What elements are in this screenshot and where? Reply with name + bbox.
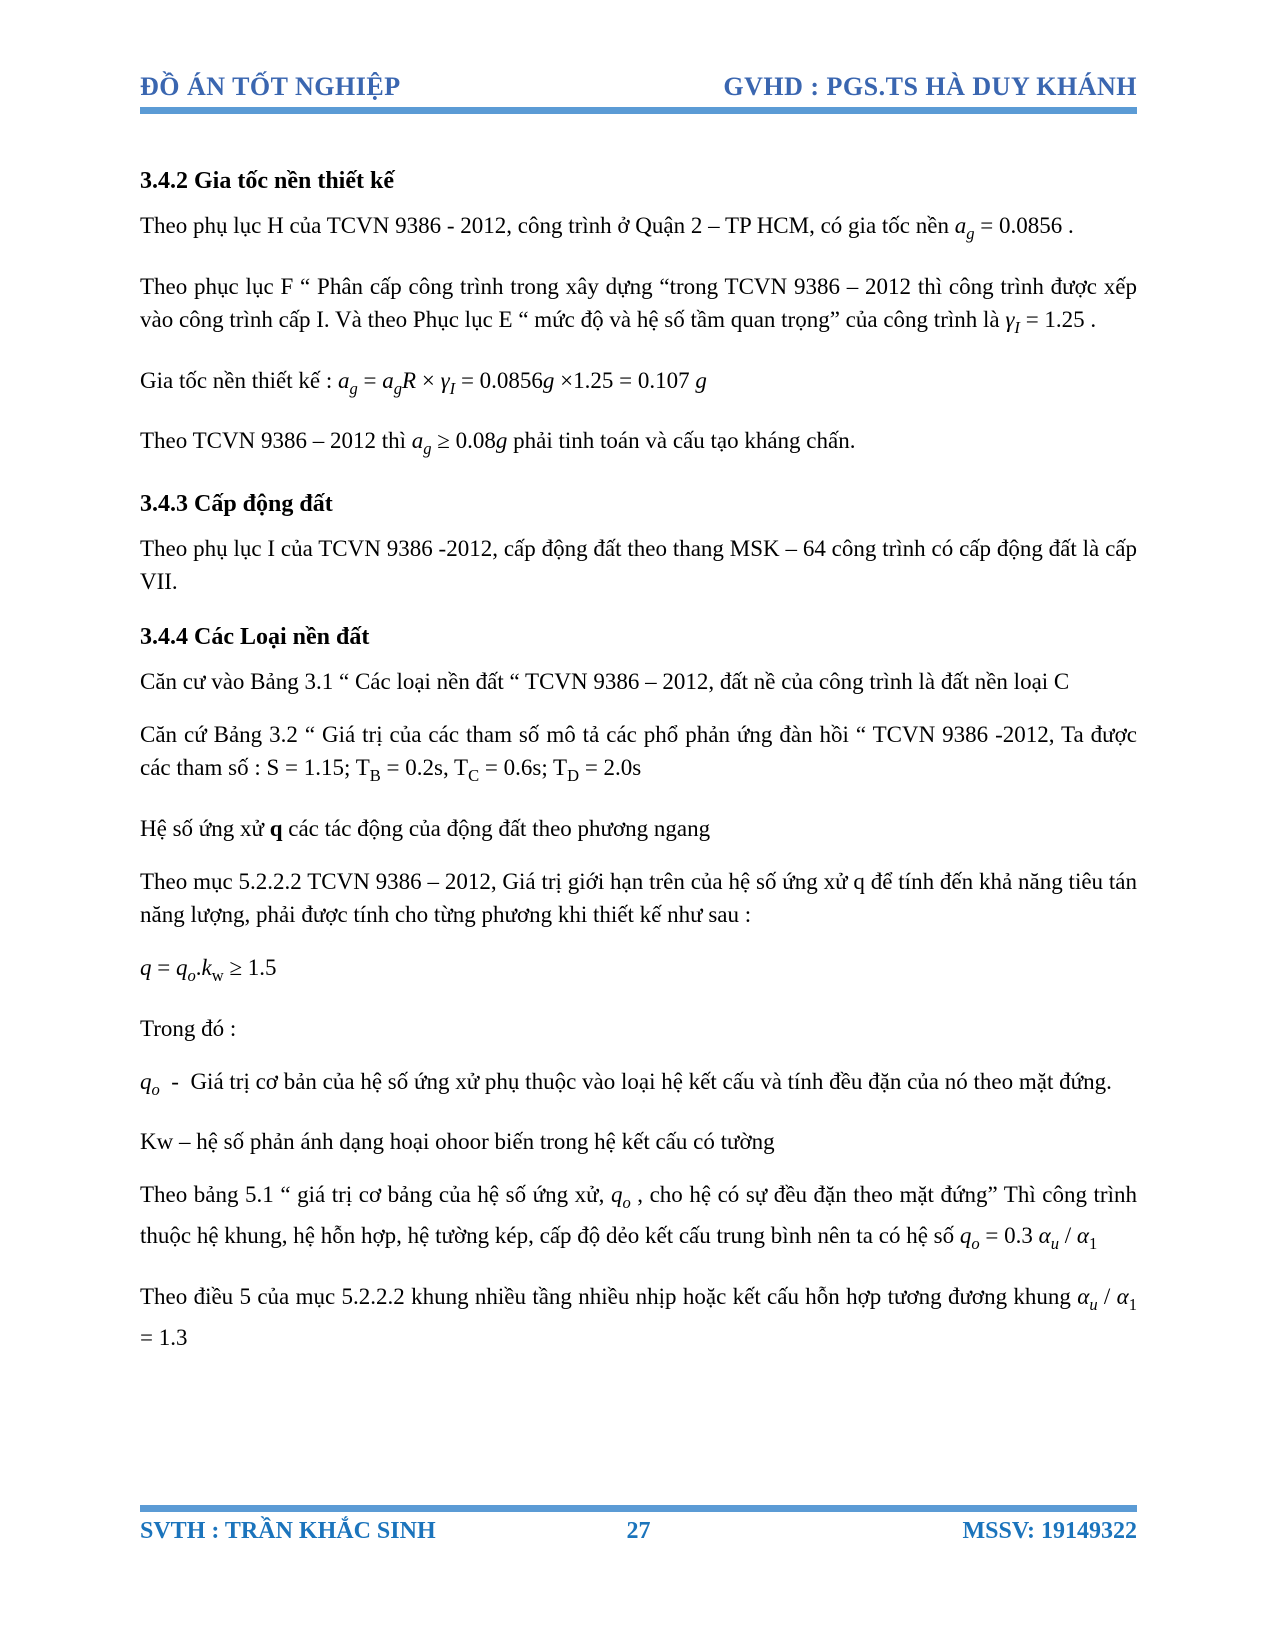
- text-run: q: [175, 954, 188, 980]
- text-run: g: [966, 223, 975, 243]
- text-run: q: [610, 1182, 623, 1208]
- text-run: I: [1014, 317, 1020, 337]
- text-run: = 0.0856 .: [974, 213, 1074, 238]
- paragraph: [140, 424, 1137, 465]
- text-run: = 2.0s: [579, 755, 642, 781]
- text-run: q: [140, 1068, 152, 1094]
- document-body: [140, 142, 1143, 1374]
- text-run: /: [1059, 1223, 1077, 1249]
- header-right-title: GVHD : PGS.TS HÀ DUY KHÁNH: [723, 72, 1137, 101]
- section-heading: [140, 624, 1137, 651]
- text-run: o: [187, 965, 196, 985]
- text-run: g: [393, 378, 403, 398]
- text-run: g: [495, 428, 508, 454]
- text-run: , cho hệ có sự đều đặn theo mặt đứng” Thì công trình thuộc hệ khung, hệ hỗn hợp, hệ tường kép, cấp độ dẻo kết cấu trung bình nên ta có hệ số: [140, 1182, 1143, 1249]
- paragraph: [140, 718, 1143, 792]
- text-run: = 1.25 .: [1019, 306, 1097, 332]
- header-row: [140, 72, 1137, 102]
- paragraph: [140, 1178, 1143, 1260]
- section-heading: [140, 168, 1137, 195]
- text-run: Kw – hệ số phản ánh dạng hoại ohoor biến trong hệ kết cấu có tường: [140, 1129, 775, 1155]
- page-footer: [140, 1505, 1137, 1545]
- text-run: - Giá trị cơ bản của hệ số ứng xử phụ thuộc vào loại hệ kết cấu và tính đều đặn của nó theo mặt đứng.: [159, 1068, 1112, 1094]
- paragraph: [140, 1125, 1137, 1158]
- text-run: a: [954, 213, 967, 238]
- text-run: = 0.3: [979, 1223, 1039, 1249]
- text-run: Trong đó :: [140, 1015, 237, 1041]
- text-run: Căn cư vào Bảng 3.1 “ Các loại nền đất “ TCVN 9386 – 2012, đất nề của công trình là đất nền loại C: [140, 669, 1070, 695]
- text-run: α: [1038, 1223, 1051, 1249]
- text-run: Theo phụ lục H của TCVN 9386 - 2012, công trình ở Quận 2 – TP HCM, có gia tốc nền: [140, 213, 955, 238]
- text-run: g: [542, 367, 555, 393]
- text-run: w: [211, 965, 224, 985]
- text-run: γ: [440, 367, 450, 393]
- text-run: o: [151, 1079, 160, 1099]
- page-header: [140, 72, 1137, 114]
- text-run: g: [423, 439, 432, 459]
- paragraph: [140, 1280, 1143, 1354]
- text-run: = 0.6s; T: [479, 755, 568, 781]
- paragraph: [140, 270, 1143, 344]
- text-run: q: [140, 954, 152, 980]
- paragraph: [140, 865, 1143, 931]
- text-run: 1: [1128, 1294, 1137, 1314]
- paragraph: [140, 209, 1137, 250]
- text-run: Theo bảng 5.1 “ giá trị cơ bảng của hệ số ứng xử,: [140, 1182, 611, 1208]
- text-run: Theo phục lục F “ Phân cấp công trình trong xây dựng “trong TCVN 9386 – 2012 thì công trình được xếp vào công trình cấp I. Và theo Phục lục E “ mức độ và hệ số tầm quan trọng” của công trình là: [140, 273, 1143, 332]
- text-run: /: [1097, 1284, 1117, 1310]
- text-run: α: [1076, 1223, 1089, 1249]
- text-run: g: [349, 378, 358, 398]
- text-run: γ: [1005, 306, 1015, 332]
- text-run: ×: [416, 367, 441, 393]
- footer-page-number: 27: [626, 1518, 651, 1544]
- section-heading: [140, 491, 1137, 518]
- text-run: = 0.0856: [455, 367, 543, 393]
- paragraph: [140, 1012, 1137, 1045]
- text-run: ≥ 0.08: [431, 428, 496, 454]
- text-run: a: [411, 428, 424, 454]
- text-run: Theo phụ lục I của TCVN 9386 -2012, cấp động đất theo thang MSK – 64 công trình có cấp động đất là cấp VII.: [140, 536, 1143, 595]
- text-run: a: [338, 367, 350, 393]
- text-run: 1: [1088, 1234, 1098, 1254]
- text-run: q: [959, 1223, 972, 1249]
- text-run: 3.4.4 Các Loại nền đất: [140, 624, 370, 651]
- text-run: o: [622, 1193, 631, 1213]
- text-run: Hệ số ứng xử: [140, 815, 270, 841]
- paragraph: [140, 364, 1137, 405]
- text-run: các tác động của động đất theo phương ngang: [282, 815, 711, 841]
- text-run: 3.4.3 Cấp động đất: [140, 491, 333, 518]
- text-run: = 0.2s, T: [380, 755, 469, 781]
- text-run: ×1.25 = 0.107: [554, 367, 696, 393]
- footer-author: SVTH : TRẦN KHẮC SINH: [140, 1518, 436, 1544]
- text-run: k: [201, 954, 212, 980]
- text-run: phải tinh toán và cấu tạo kháng chấn.: [507, 428, 856, 454]
- text-run: Theo mục 5.2.2.2 TCVN 9386 – 2012, Giá trị giới hạn trên của hệ số ứng xử q để tính đến khả năng tiêu tán năng lượng, phải được tính cho từng phương khi thiết kế như sau :: [140, 868, 1143, 927]
- footer-student-id: MSSV: 19149322: [962, 1518, 1137, 1544]
- text-run: u: [1089, 1294, 1098, 1314]
- text-run: I: [449, 378, 456, 398]
- text-run: D: [567, 765, 580, 785]
- text-run: o: [971, 1234, 980, 1254]
- text-run: Căn cứ Bảng 3.2 “ Giá trị của các tham số mô tả các phổ phản ứng đàn hồi “ TCVN 9386 -2012, Ta được các tham số : S = 1.15; T: [140, 722, 1143, 781]
- paragraph: [140, 951, 1137, 992]
- text-run: B: [369, 765, 381, 785]
- text-run: =: [151, 954, 176, 980]
- text-run: α: [1116, 1284, 1129, 1310]
- text-run: a: [382, 367, 394, 393]
- text-run: Theo TCVN 9386 – 2012 thì: [140, 428, 412, 454]
- text-run: ≥ 1.5: [223, 954, 277, 980]
- text-run: R: [402, 367, 417, 393]
- header-left-title: ĐỒ ÁN TỐT NGHIỆP: [140, 72, 401, 101]
- text-run: =: [357, 367, 383, 393]
- paragraph: [140, 532, 1143, 598]
- text-run: Theo điều 5 của mục 5.2.2.2 khung nhiều tầng nhiều nhịp hoặc kết cấu hỗn hợp tương đương khung: [140, 1284, 1078, 1310]
- text-run: 3.4.2 Gia tốc nền thiết kế: [140, 168, 394, 194]
- footer-row: [140, 1518, 1137, 1545]
- text-run: g: [695, 367, 707, 393]
- paragraph: [140, 812, 1137, 845]
- footer-divider: [140, 1505, 1137, 1512]
- paragraph: [140, 1065, 1137, 1106]
- text-run: q: [269, 815, 283, 841]
- header-divider: [140, 107, 1137, 114]
- text-run: α: [1077, 1284, 1090, 1310]
- paragraph: [140, 665, 1137, 698]
- text-run: .: [195, 954, 202, 980]
- text-run: u: [1050, 1234, 1059, 1254]
- text-run: C: [468, 765, 480, 785]
- text-run: Gia tốc nền thiết kế :: [140, 367, 338, 393]
- text-run: = 1.3: [140, 1284, 1143, 1350]
